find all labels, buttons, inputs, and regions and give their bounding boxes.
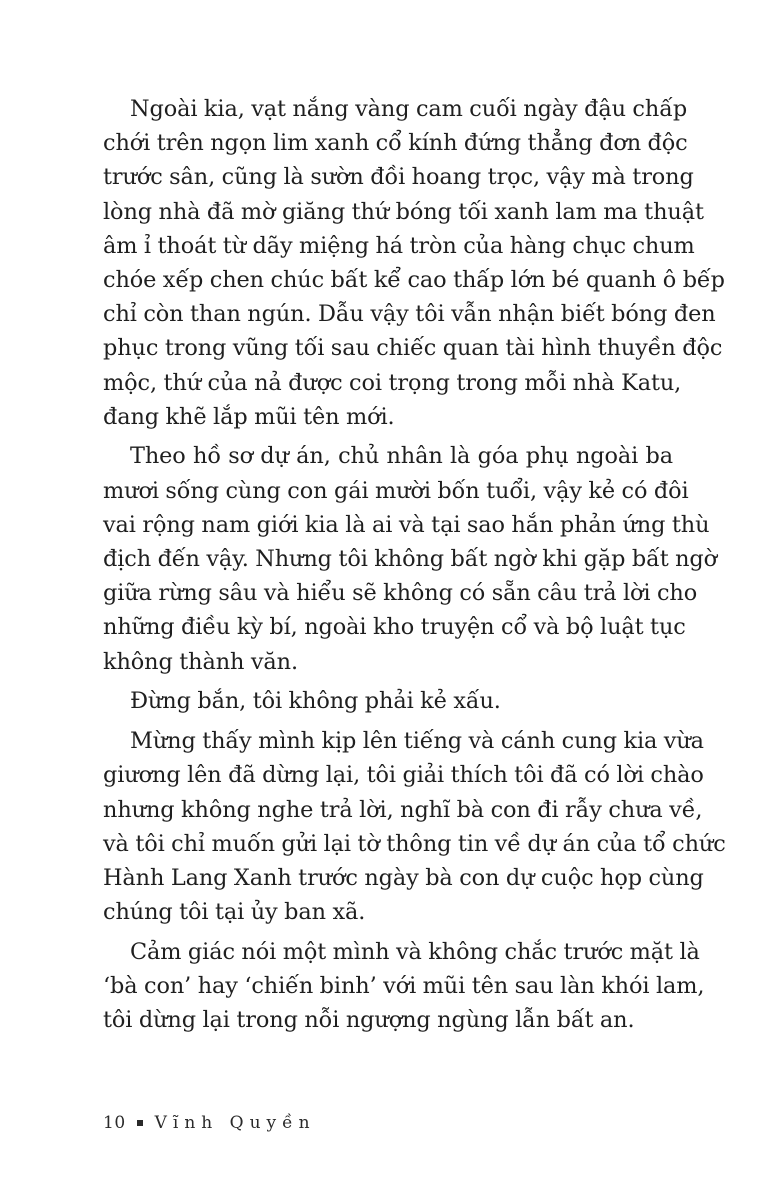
text-line: mươi sống cùng con gái mười bốn tuổi, vậy kẻ có đôi	[103, 477, 689, 504]
page-footer	[103, 1113, 316, 1133]
text-line: Ngoài kia, vạt nắng vàng cam cuối ngày đậu chấp	[130, 96, 688, 122]
text-line: chỉ còn than ngún. Dẫu vậy tôi vẫn nhận biết bóng đen	[103, 301, 716, 328]
author-name: Vĩnh Quyền	[154, 1113, 316, 1133]
text-line: chóe xếp chen chúc bất kể cao thấp lớn bé quanh ô bếp	[103, 266, 725, 293]
text-line: Đừng bắn, tôi không phải kẻ xấu.	[130, 688, 501, 715]
text-line: giữa rừng sâu và hiểu sẽ không có sẵn câu trả lời cho	[103, 580, 698, 607]
text-line: âm ỉ thoát từ dãy miệng há tròn của hàng chục chum	[103, 232, 695, 259]
paragraph	[103, 439, 718, 678]
square-bullet-icon	[137, 1120, 143, 1126]
text-line: địch đến vậy. Nhưng tôi không bất ngờ khi gặp bất ngờ	[103, 546, 718, 573]
text-line: nhưng không nghe trả lời, nghĩ bà con đi rẫy chưa về,	[103, 796, 703, 823]
text-line: phục trong vũng tối sau chiếc quan tài hình thuyền độc	[103, 335, 723, 362]
text-line: chới trên ngọn lim xanh cổ kính đứng thẳng đơn độc	[103, 130, 688, 157]
body-text	[103, 92, 726, 1043]
paragraph	[103, 935, 705, 1038]
paragraph	[103, 684, 673, 718]
text-line: chúng tôi tại ủy ban xã.	[103, 899, 366, 926]
paragraph	[103, 92, 725, 434]
paragraph	[103, 724, 726, 929]
text-line: những điều kỳ bí, ngoài kho truyện cổ và bộ luật tục	[103, 614, 686, 641]
text-line: tôi dừng lại trong nỗi ngượng ngùng lẫn bất an.	[103, 1007, 635, 1034]
text-line: vai rộng nam giới kia là ai và tại sao hắn phản ứng thù	[103, 511, 710, 538]
text-line: đang khẽ lắp mũi tên mới.	[103, 403, 395, 430]
text-line: giương lên đã dừng lại, tôi giải thích tôi đã có lời chào	[103, 762, 704, 789]
text-line: trước sân, cũng là sườn đồi hoang trọc, vậy mà trong	[103, 164, 694, 191]
page-number: 10	[103, 1113, 126, 1133]
text-line: không thành văn.	[103, 648, 299, 675]
text-line: ‘bà con’ hay ‘chiến binh’ với mũi tên sau làn khói lam,	[103, 973, 705, 1000]
text-line: Theo hồ sơ dự án, chủ nhân là góa phụ ngoài ba	[130, 443, 673, 470]
text-line: mộc, thứ của nả được coi trọng trong mỗi nhà Katu,	[103, 369, 682, 396]
text-line: Mừng thấy mình kịp lên tiếng và cánh cung kia vừa	[130, 728, 704, 755]
text-line: Hành Lang Xanh trước ngày bà con dự cuộc họp cùng	[103, 864, 704, 891]
text-line: Cảm giác nói một mình và không chắc trước mặt là	[130, 938, 700, 965]
text-line: và tôi chỉ muốn gửi lại tờ thông tin về dự án của tổ chức	[103, 830, 726, 857]
text-line: lòng nhà đã mờ giăng thứ bóng tối xanh lam ma thuật	[103, 198, 704, 225]
